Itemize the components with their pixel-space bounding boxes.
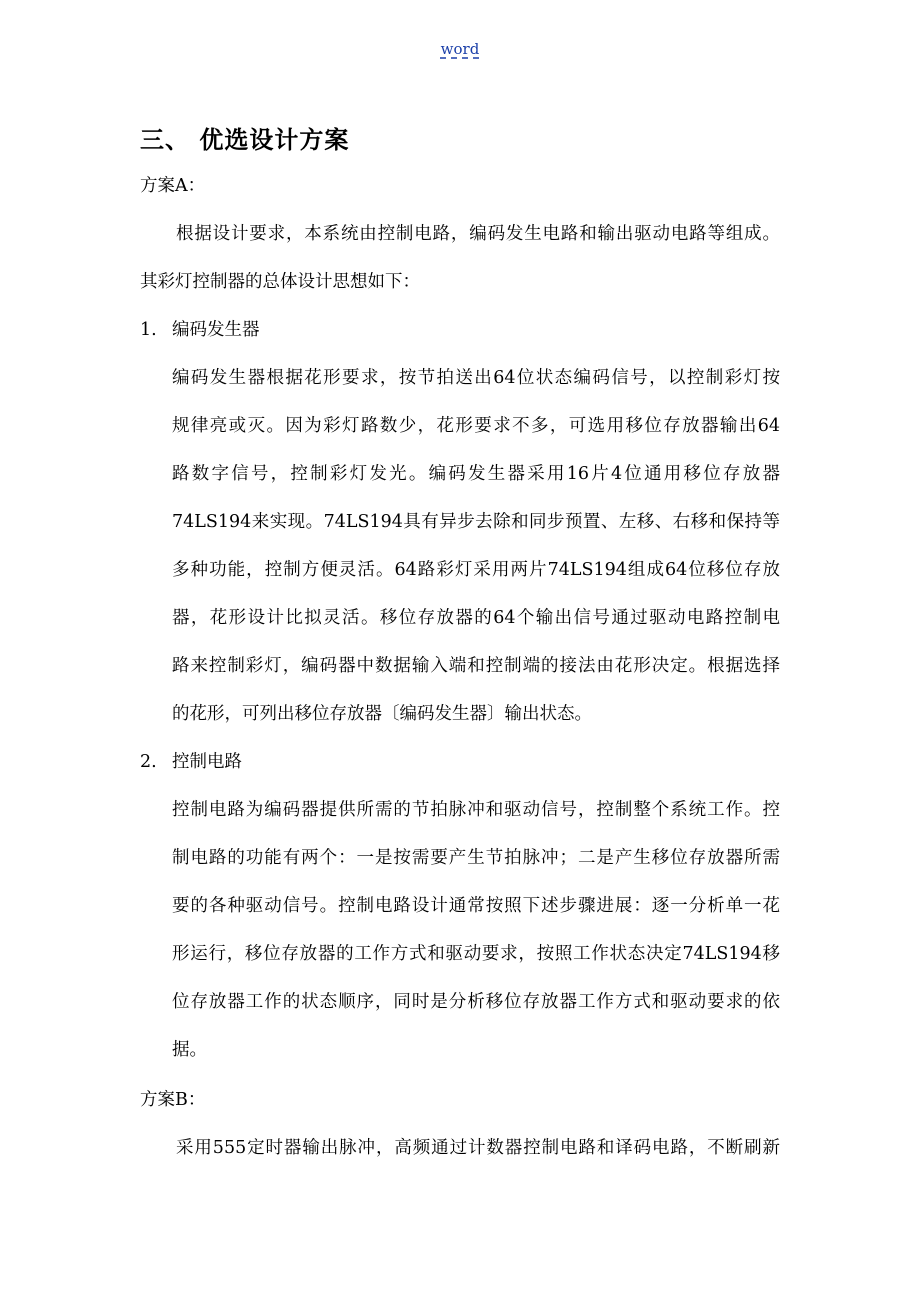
paragraph-line: 的花形，可列出移位存放器〔编码发生器〕输出状态。 — [172, 704, 592, 724]
scheme-a-intro-line: 其彩灯控制器的总体设计思想如下： — [140, 272, 420, 292]
paragraph-line: 据。 — [172, 1040, 207, 1060]
paragraph-line: 控制电路为编码器提供所需的节拍脉冲和驱动信号，控制整个系统工作。控 — [172, 800, 780, 820]
scheme-a-intro-line: 根据设计要求，本系统由控制电路，编码发生电路和输出驱动电路等组成。 — [176, 224, 780, 244]
paragraph-line: 路数字信号，控制彩灯发光。编码发生器采用16片4位通用移位存放器 — [172, 464, 780, 484]
paragraph-line: 74LS194来实现。74LS194具有异步去除和同步预置、左移、右移和保持等 — [172, 512, 780, 532]
header-word-link[interactable]: word — [440, 40, 480, 58]
paragraph-line: 形运行，移位存放器的工作方式和驱动要求，按照工作状态决定74LS194移 — [172, 944, 780, 964]
paragraph-line: 编码发生器根据花形要求，按节拍送出64位状态编码信号，以控制彩灯按 — [172, 368, 780, 388]
item-title: 控制电路 — [172, 752, 242, 772]
paragraph-line: 制电路的功能有两个：一是按需要产生节拍脉冲；二是产生移位存放器所需 — [172, 848, 780, 868]
scheme-b-line: 采用555定时器输出脉冲，高频通过计数器控制电路和译码电路，不断刷新 — [176, 1138, 780, 1158]
scheme-b-label: 方案B： — [140, 1090, 206, 1110]
paragraph-line: 路来控制彩灯，编码器中数据输入端和控制端的接法由花形决定。根据选择 — [172, 656, 780, 676]
paragraph-line: 器，花形设计比拟灵活。移位存放器的64个输出信号通过驱动电路控制电 — [172, 608, 780, 628]
paragraph-line: 多种功能，控制方便灵活。64路彩灯采用两片74LS194组成64位移位存放 — [172, 560, 780, 580]
item-number: 1. — [140, 320, 157, 340]
item-number: 2. — [140, 752, 157, 772]
section-heading: 三、 优选设计方案 — [140, 126, 350, 154]
paragraph-line: 规律亮或灭。因为彩灯路数少，花形要求不多，可选用移位存放器输出64 — [172, 416, 780, 436]
scheme-a-label: 方案A： — [140, 176, 206, 196]
item-title: 编码发生器 — [172, 320, 260, 340]
paragraph-line: 要的各种驱动信号。控制电路设计通常按照下述步骤进展：逐一分析单一花 — [172, 896, 780, 916]
paragraph-line: 位存放器工作的状态顺序，同时是分析移位存放器工作方式和驱动要求的依 — [172, 992, 780, 1012]
